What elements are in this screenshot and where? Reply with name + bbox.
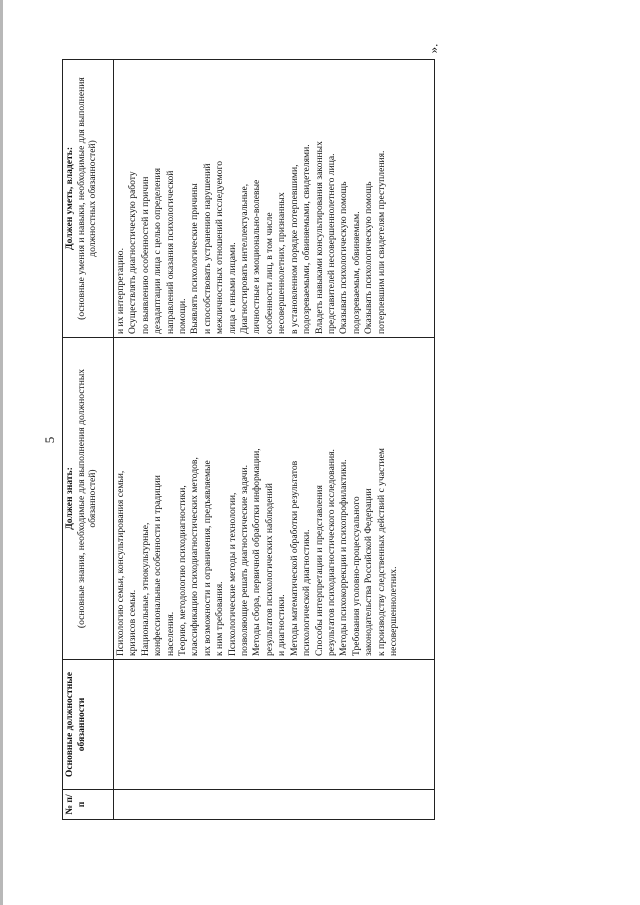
know-line: Способы интерпретации и представления (313, 485, 325, 656)
skill-line: подозреваемыми, обвиняемыми, свидетелями. (301, 144, 313, 334)
know-line: населения. (164, 611, 176, 656)
know-line: и диагностики. (276, 594, 288, 656)
header-duties (63, 660, 114, 790)
skill-line: межличностных отношений исследуемого (214, 160, 226, 334)
cell-skill (114, 60, 435, 338)
skill-line: Диагностировать интеллектуальные, (239, 183, 251, 334)
skill-line: Владеть навыками консультирования законных (313, 141, 325, 334)
know-line: к ним требования. (214, 581, 226, 656)
know-line: Национальные, этнокультурные, (139, 522, 151, 656)
table-row (114, 60, 435, 820)
know-line: результатов психологических наблюдений (263, 483, 275, 656)
skill-line: потерпевшим или свидетелям преступления. (375, 150, 387, 334)
skill-line: Осуществлять диагностическую работу (127, 171, 139, 334)
know-line: законодательства Российской Федерации (363, 488, 375, 656)
skill-line: направлений оказания психологической (164, 170, 176, 334)
skill-line: лица с иными лицами. (226, 242, 238, 334)
know-line: результатов психодиагностического исследования. (325, 449, 337, 656)
page-number: 5 (42, 436, 57, 444)
know-line: Психологию семьи, консультирования семьи, (115, 470, 126, 656)
skill-line: Выявлять психологические причины (189, 183, 201, 334)
know-line: Методы психокоррекции и психопрофилактики. (338, 459, 350, 656)
header-know-subtitle: (основные знания, необходимые для выполнения должностных обязанностей) (75, 368, 98, 629)
know-line: к производству следственных действий с участием (375, 448, 387, 656)
know-line: позволяющие решать диагностические задачи. (239, 465, 251, 656)
skill-line: представителей несовершеннолетнего лица. (325, 153, 337, 334)
table-header-row (63, 60, 114, 820)
know-line: Методы сбора, первичной обработки информации, (251, 448, 263, 656)
know-line: психологической диагностики. (301, 529, 313, 656)
header-num (63, 790, 114, 820)
know-line: Требования уголовно-процессуального (350, 496, 362, 656)
skill-line: подозреваемым, обвиняемым. (350, 211, 362, 334)
continuation-quote-mark: ». (425, 43, 441, 54)
know-line: Психологические методы и технологии, (226, 492, 238, 656)
know-line: классификацию психодиагностических методов, (189, 457, 201, 656)
know-line: несовершеннолетних. (387, 566, 399, 656)
cell-num (114, 790, 435, 820)
skill-line: дезадаптации лица с целью определения (152, 167, 164, 334)
skill-line: по выявлению особенностей и причин (139, 176, 151, 334)
cell-duties (114, 660, 435, 790)
skill-line: в установленном порядке потерпевшими, (288, 164, 300, 334)
scan-left-edge (0, 0, 3, 905)
header-know-title: Должен знать: (64, 467, 75, 530)
skill-line: и их интерпретацию. (115, 248, 126, 334)
skill-line: Оказывать психологическую помощь (363, 181, 375, 334)
header-skill-subtitle: (основные умения и навыки, необходимые для выполнения должностных обязанностей) (75, 77, 98, 320)
header-num-text: № п/п (64, 794, 87, 815)
duties-table (62, 59, 435, 820)
header-skill-title: Должен уметь, владеть: (64, 146, 75, 251)
know-line: конфессиональные особенности и традиции (152, 475, 164, 656)
skill-line: помощи. (177, 298, 189, 334)
know-line: Методы математической обработки результатов (288, 460, 300, 656)
cell-know (114, 338, 435, 660)
skill-line: и способствовать устранению нарушений (201, 163, 213, 334)
know-line: их возможности и ограничения, предъявляемые (201, 460, 213, 656)
header-know (63, 338, 114, 660)
skill-line: несовершеннолетних, признанных (276, 192, 288, 334)
know-line: кризисов семьи. (127, 589, 139, 656)
skill-line: особенности лиц, в том числе (263, 212, 275, 334)
skill-line: личностные и эмоционально-волевые (251, 179, 263, 334)
know-line: Теорию, методологию психодиагностики, (177, 485, 189, 656)
skill-line: Оказывать психологическую помощь (338, 181, 350, 334)
header-duties-text: Основные должностные обязанности (64, 671, 87, 778)
header-skill (63, 60, 114, 338)
rotated-table-block (62, 60, 435, 820)
